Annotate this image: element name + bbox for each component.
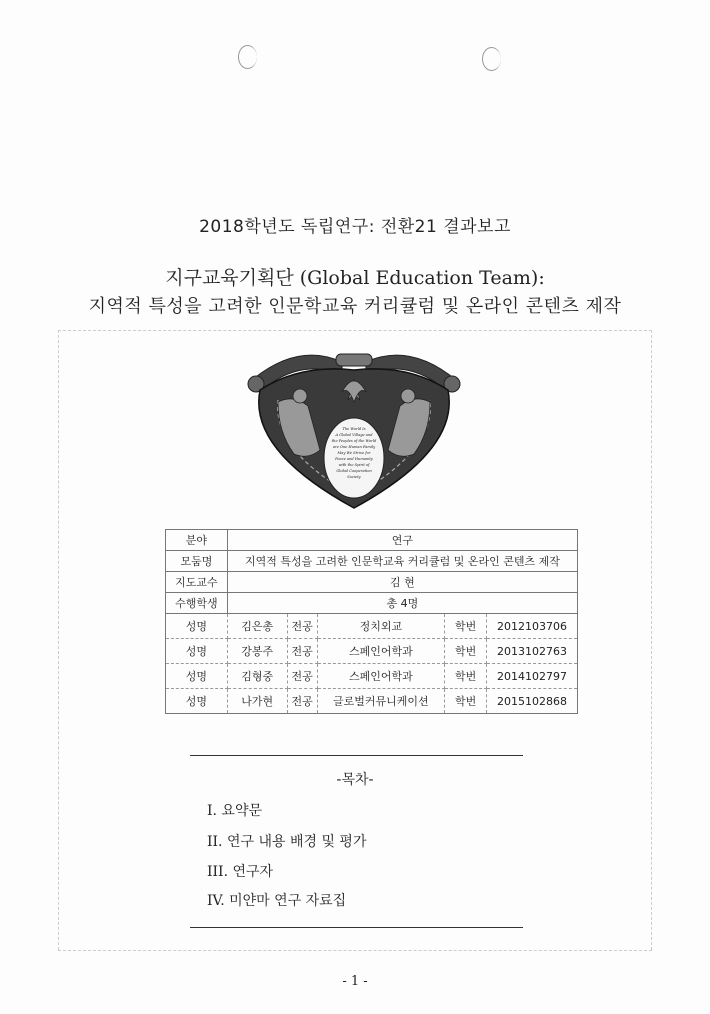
member-row — [166, 614, 578, 639]
students-label: 수행학생 — [166, 593, 228, 614]
member-major: 정치외교 — [317, 614, 445, 639]
report-title: 2018학년도 독립연구: 전환21 결과보고 — [199, 217, 511, 237]
member-name: 강봉주 — [227, 639, 287, 664]
member-row — [166, 664, 578, 689]
member-major: 스페인어학과 — [317, 664, 445, 689]
table-row — [166, 530, 578, 551]
member-major: 글로벌커뮤니케이션 — [317, 689, 445, 714]
frame-border-right — [651, 330, 652, 950]
member-id: 2012103706 — [487, 614, 578, 639]
member-name: 나가현 — [227, 689, 287, 714]
member-row — [166, 689, 578, 714]
motto-line: The World Is — [342, 427, 366, 431]
field-value: 연구 — [227, 530, 577, 551]
id-label: 학번 — [445, 664, 487, 689]
member-major: 스페인어학과 — [317, 639, 445, 664]
member-name: 김형중 — [227, 664, 287, 689]
id-label: 학번 — [445, 639, 487, 664]
id-label: 학번 — [445, 689, 487, 714]
frame-border-left — [58, 330, 59, 950]
member-name: 김은총 — [227, 614, 287, 639]
toc-top-rule — [190, 755, 523, 756]
name-label: 성명 — [166, 689, 228, 714]
group-label: 모둠명 — [166, 551, 228, 572]
name-label: 성명 — [166, 614, 228, 639]
motto-line: the Peoples of the World — [331, 439, 377, 443]
toc-bottom-rule — [190, 927, 523, 928]
member-row — [166, 639, 578, 664]
major-label: 전공 — [287, 664, 317, 689]
member-id: 2015102868 — [487, 689, 578, 714]
motto-line: are One Human Family — [332, 445, 376, 449]
motto-line: Peace and Humanity — [335, 457, 373, 461]
students-value: 총 4명 — [227, 593, 577, 614]
project-title: 지역적 특성을 고려한 인문학교육 커리큘럼 및 온라인 콘텐츠 제작 — [88, 296, 622, 317]
motto-line: May We Strive for — [337, 451, 371, 455]
toc-item: I. 요약문 — [207, 803, 263, 819]
toc-item: III. 연구자 — [207, 864, 274, 880]
punch-hole-left — [238, 45, 257, 69]
toc-item: II. 연구 내용 배경 및 평가 — [207, 834, 367, 850]
id-label: 학번 — [445, 614, 487, 639]
group-value: 지역적 특성을 고려한 인문학교육 커리큘럼 및 온라인 콘텐츠 제작 — [227, 551, 577, 572]
name-label: 성명 — [166, 639, 228, 664]
member-id: 2013102763 — [487, 639, 578, 664]
major-label: 전공 — [287, 614, 317, 639]
motto-line: with the Spirit of — [338, 463, 370, 467]
motto-line: A Global Village and — [335, 433, 373, 437]
frame-border-bottom — [58, 950, 652, 951]
member-id: 2014102797 — [487, 664, 578, 689]
team-title: 지구교육기획단 (Global Education Team): — [165, 267, 545, 289]
frame-border-top — [58, 330, 652, 331]
major-label: 전공 — [287, 639, 317, 664]
toc-item: IV. 미얀마 연구 자료집 — [207, 893, 347, 909]
field-label: 분야 — [166, 530, 228, 551]
page-number: - 1 - — [342, 974, 368, 989]
major-label: 전공 — [287, 689, 317, 714]
table-row — [166, 551, 578, 572]
toc-title: -목차- — [336, 772, 374, 788]
motto-line: Society — [347, 475, 361, 479]
advisor-label: 지도교수 — [166, 572, 228, 593]
table-row — [166, 572, 578, 593]
table-row — [166, 593, 578, 614]
name-label: 성명 — [166, 664, 228, 689]
punch-hole-right — [482, 47, 501, 71]
advisor-value: 김 현 — [227, 572, 577, 593]
project-info-table — [165, 529, 578, 714]
global-education-emblem — [238, 340, 470, 515]
motto-line: Global Cooperation — [336, 469, 372, 473]
